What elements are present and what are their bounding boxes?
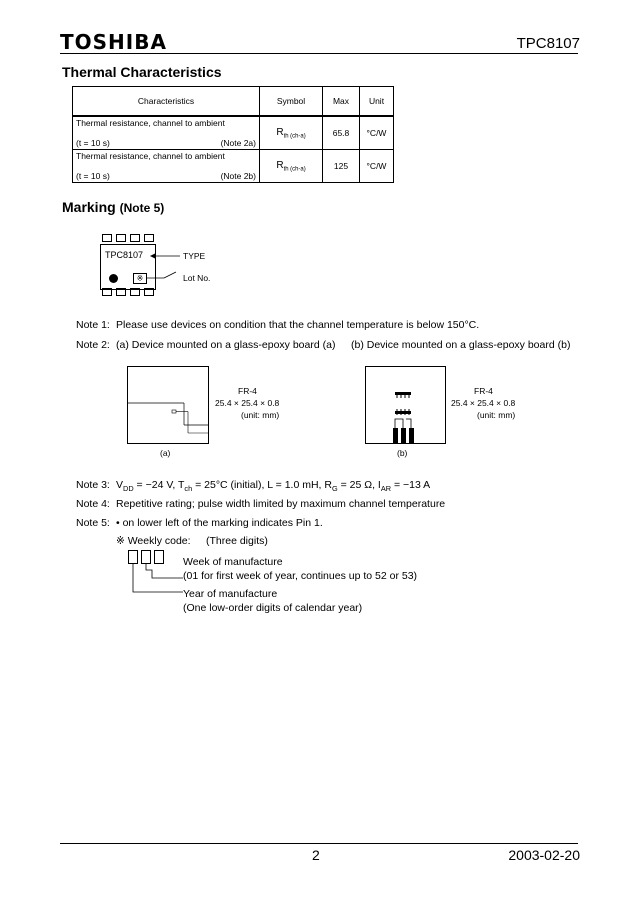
col-symbol: Symbol [260,87,323,117]
week-line2: (01 for first week of year, continues up to 52 or 53) [183,570,418,582]
row-note: (Note 2a) [220,138,256,148]
col-unit: Unit [360,87,394,117]
page-number: 2 [312,847,320,863]
row-cond: (t = 10 s) [76,171,110,181]
footer-date: 2003-02-20 [508,847,580,863]
row-unit: °C/W [360,116,394,150]
board-a-caption: (a) [160,448,171,458]
note1-label: Note 1: [76,319,110,331]
weekly-code-label: ※ Weekly code: [116,535,191,547]
row-max: 65.8 [323,116,360,150]
note5-text: • on lower left of the marking indicates Pin 1. [116,517,323,529]
board-a-dims: 25.4 × 25.4 × 0.8 [215,398,280,408]
board-b [365,366,446,444]
chip-text: TPC8107 [105,250,144,260]
table-row [73,150,394,183]
weekly-code-digits: (Three digits) [206,535,268,547]
row-symbol: $R_{th (ch-a)}$ [260,116,323,150]
row-note: (Note 2b) [220,171,256,181]
row-symbol: $R_{th (ch-a)}$ [260,150,323,183]
row-cond: (t = 10 s) [76,138,110,148]
week-line1: Week of manufacture [183,556,283,568]
board-a-unit: (unit: mm) [241,410,280,420]
table-row [73,116,394,150]
row-max: 125 [323,150,360,183]
row-characteristic [73,116,260,150]
part-number: TPC8107 [516,35,580,52]
note4-text: Repetitive rating; pulse width limited by maximum channel temperature [116,498,446,510]
toshiba-logo: TOSHIBA [60,30,167,54]
weekly-code-diagram [128,550,188,600]
board-b-dims: 25.4 × 25.4 × 0.8 [451,398,516,408]
board-b-caption: (b) [397,448,408,458]
board-b-material: FR-4 [474,386,493,396]
marking-title: Marking (Note 5) [62,199,165,215]
row-unit: °C/W [360,150,394,183]
table-header-row [73,87,394,117]
col-characteristics: Characteristics [73,87,260,117]
board-b-unit: (unit: mm) [477,410,516,420]
year-line2: (One low-order digits of calendar year) [183,602,363,614]
thermal-title: Thermal Characteristics [62,64,222,80]
row-desc: Thermal resistance, channel to ambient [76,118,225,128]
weekly-code-mark: ※ [133,273,147,284]
note3-label: Note 3: [76,479,110,491]
note2b-text: (b) Device mounted on a glass-epoxy board (b) [351,339,571,351]
row-desc: Thermal resistance, channel to ambient [76,151,225,161]
lot-label: Lot No. [183,273,211,283]
note5-label: Note 5: [76,517,110,529]
col-max: Max [323,87,360,117]
note4-label: Note 4: [76,498,110,510]
note2a-text: (a) Device mounted on a glass-epoxy board (a) [116,339,336,351]
board-a [127,366,209,444]
footer-rule [60,843,578,844]
note2-label: Note 2: [76,339,110,351]
marking-diagram [100,232,230,302]
row-characteristic [73,150,260,183]
note3-text: $V_{DD} = -24$ V, $T_{ch} = 25^\circ C$ (initial), L = 1.0 mH, $R_G = 25$ Ω, $I_{AR} = -13$ A [116,479,431,494]
type-label: TYPE [183,251,206,261]
header-rule [60,53,578,54]
note1-text: Please use devices on condition that the channel temperature is below 150°C. [116,319,480,331]
leader-lines [100,232,230,302]
year-line1: Year of manufacture [183,588,278,600]
thermal-table [72,86,394,183]
board-a-material: FR-4 [238,386,257,396]
